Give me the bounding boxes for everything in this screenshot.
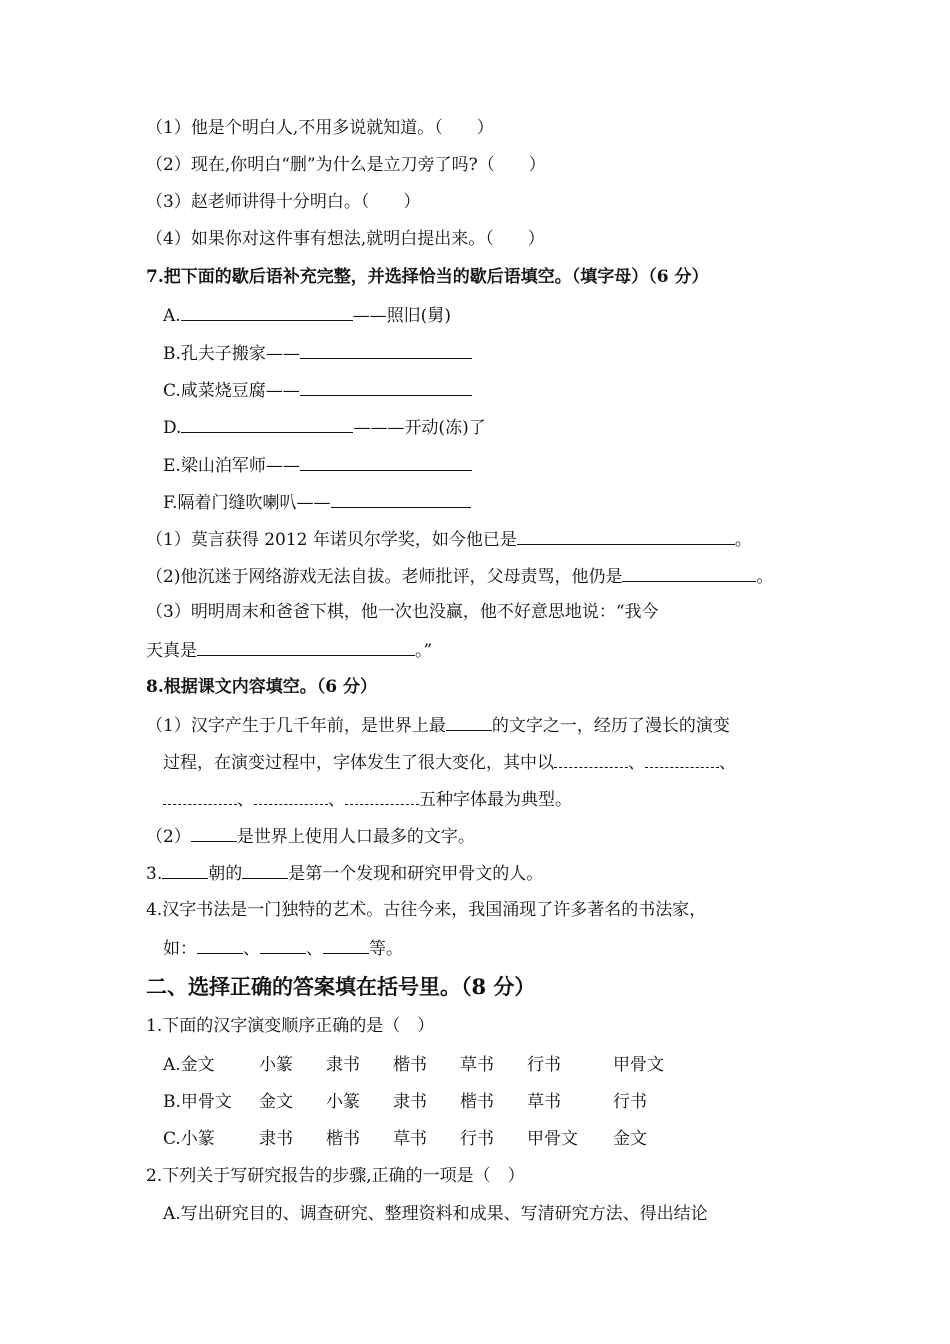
answer-blank[interactable] (260, 935, 306, 954)
answer-blank[interactable] (300, 377, 472, 396)
q6-item-3: （3）赵老师讲得十分明白。（ ） (146, 192, 421, 212)
q8-title: 8.根据课文内容填空。（6 分） (146, 677, 377, 697)
q7-option-f: F.隔着门缝吹喇叭—— (163, 489, 471, 515)
answer-blank[interactable] (300, 452, 472, 471)
q8-part2: （2） 是世界上使用人口最多的文字。 (146, 823, 475, 849)
q7-sentence-3-line1: （3）明明周末和爸爸下棋，他一次也没赢，他不好意思地说：“我今 (146, 602, 659, 622)
section-2-heading: 二、选择正确的答案填在括号里。（8 分） (146, 974, 536, 999)
q8-part4-line1: 4.汉字书法是一门独特的艺术。古往今来，我国涌现了许多著名的书法家， (146, 900, 707, 920)
answer-blank[interactable] (191, 823, 237, 842)
q7-sentence-2: （2)他沉迷于网络游戏无法自拔。老师批评，父母责骂，他仍是 。 (146, 563, 773, 589)
answer-blank[interactable] (323, 935, 369, 954)
answer-blank[interactable] (163, 786, 237, 805)
q8-part3: 3. 朝的 是第一个发现和研究甲骨文的人。 (146, 860, 543, 886)
q6-item-1: （1）他是个明白人,不用多说就知道。（ ） (146, 118, 494, 138)
q7-sentence-3-line2: 天真是 。” (146, 637, 432, 663)
answer-blank[interactable] (162, 860, 208, 879)
q8-part4-line2: 如： 、 、 等。 (163, 935, 403, 961)
s2-q1-option-c[interactable]: C.小篆 隶书 楷书 草书 行书 甲骨文 金文 (163, 1129, 647, 1149)
s2-q1-option-b[interactable]: B.甲骨文 金文 小篆 隶书 楷书 草书 行书 (163, 1092, 647, 1112)
s2-q2-option-a[interactable]: A.写出研究目的、调查研究、整理资料和成果、写清研究方法、得出结论 (163, 1204, 708, 1224)
answer-blank[interactable] (622, 563, 756, 582)
q6-item-2: （2）现在,你明白“删”为什么是立刀旁了吗?（ ） (146, 155, 546, 175)
q7-sentence-1: （1）莫言获得 2012 年诺贝尔学奖，如今他已是 。 (146, 526, 752, 552)
q6-item-4: （4）如果你对这件事有想法,就明白提出来。（ ） (146, 229, 545, 249)
s2-q1-option-a[interactable]: A.金文 小篆 隶书 楷书 草书 行书 甲骨文 (163, 1055, 664, 1075)
q8-part1-line2: 过程，在演变过程中，字体发生了很大变化，其中以 、 、 (163, 749, 736, 775)
q8-part1-line3: 、 、 五种字体最为典型。 (163, 786, 572, 812)
answer-blank[interactable] (197, 935, 243, 954)
answer-blank[interactable] (181, 414, 353, 433)
answer-blank[interactable] (197, 637, 415, 656)
answer-blank[interactable] (645, 749, 719, 768)
answer-blank[interactable] (331, 489, 471, 508)
s2-question-2: 2.下列关于写研究报告的步骤,正确的一项是（ ） (146, 1166, 525, 1186)
q7-option-d: D. ———开动(冻)了 (163, 414, 486, 440)
answer-blank[interactable] (345, 786, 419, 805)
answer-blank[interactable] (242, 860, 288, 879)
answer-blank[interactable] (181, 302, 353, 321)
q8-part1-line1: （1）汉字产生于几千年前，是世界上最 的文字之一，经历了漫长的演变 (146, 712, 730, 738)
s2-question-1: 1.下面的汉字演变顺序正确的是（ ） (146, 1016, 435, 1036)
q7-option-b: B.孔夫子搬家—— (163, 340, 472, 366)
q7-option-c: C.咸菜烧豆腐—— (163, 377, 472, 403)
answer-blank[interactable] (554, 749, 628, 768)
answer-blank[interactable] (446, 712, 492, 731)
q7-title: 7.把下面的歇后语补充完整，并选择恰当的歇后语填空。（填字母）（6 分） (146, 267, 709, 287)
answer-blank[interactable] (517, 526, 735, 545)
answer-blank[interactable] (254, 786, 328, 805)
q7-option-e: E.梁山泊军师—— (163, 452, 472, 478)
answer-blank[interactable] (300, 340, 472, 359)
q7-option-a: A. ——照旧(舅) (163, 302, 451, 328)
